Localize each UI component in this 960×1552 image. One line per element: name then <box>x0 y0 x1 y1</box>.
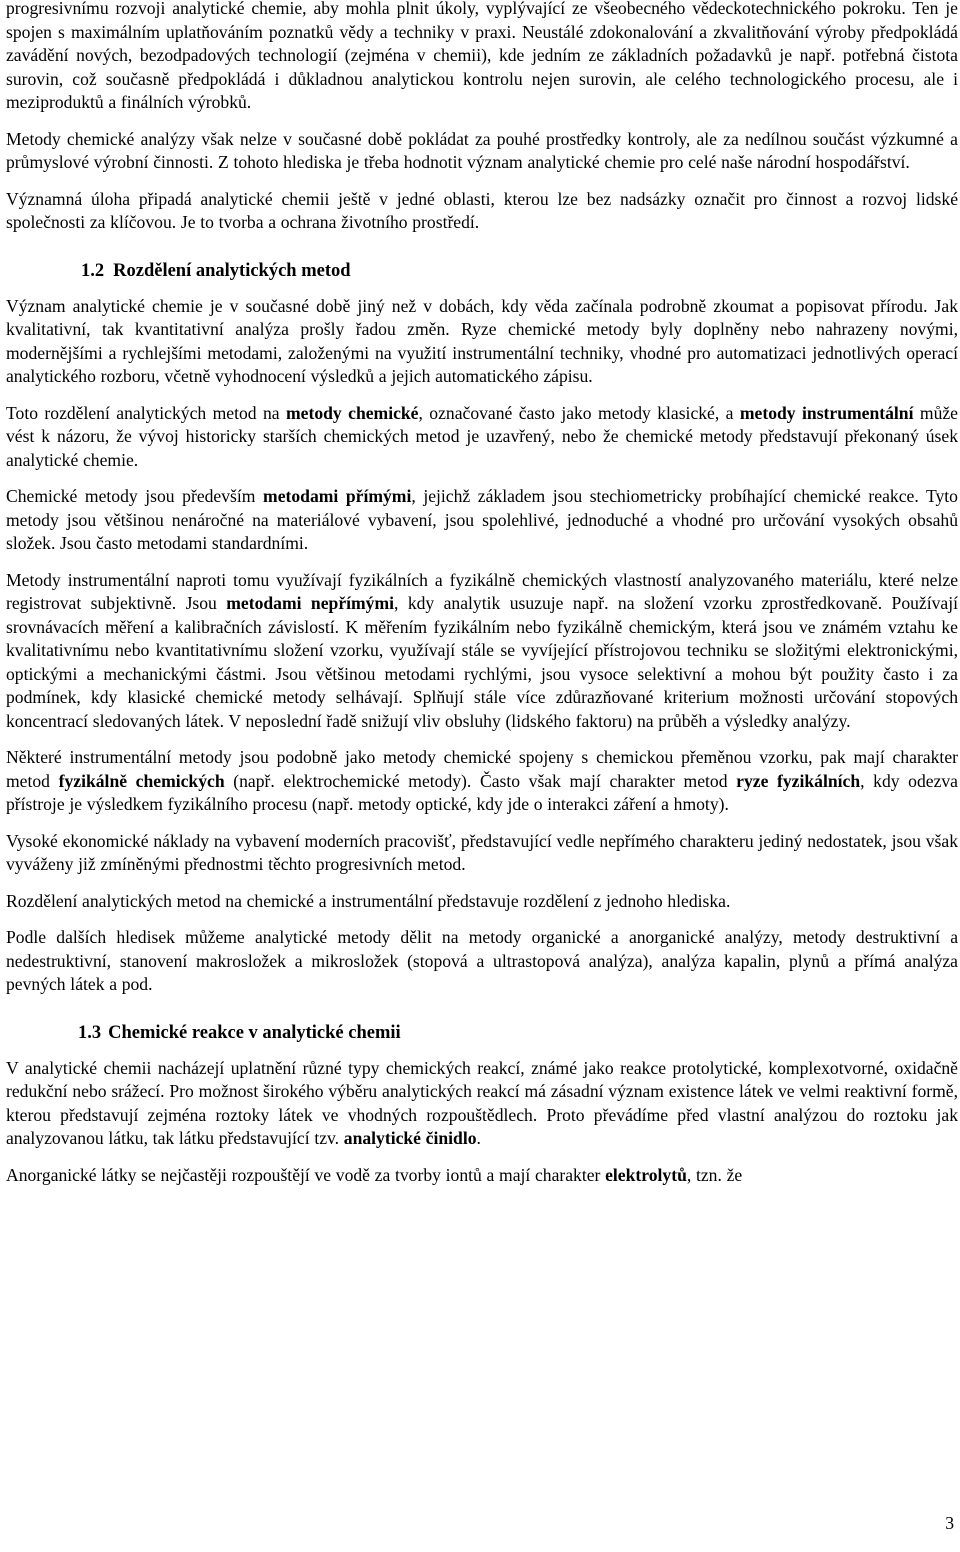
text-run: , jejichž základem jsou stechiometricky probíhající chemické reakce. Tyto metody jsou většinou nenáročné na materiálové vybavení, jsou spolehlivé, jednoduché a vhodné pro určování vysokých obsahů složek. Jsou často metodami standardními. <box>6 486 958 553</box>
text-run: (např. elektrochemické metody). Často však mají charakter metod <box>224 770 737 791</box>
paragraph <box>6 746 958 817</box>
text-run: , kdy odezva přístroje je výsledkem fyzikálního procesu (např. metody optické, kdy jde o interakci záření a hmoty). <box>6 770 958 814</box>
text-run: Anorganické látky se nejčastěji rozpouštějí ve vodě za tvorby iontů a mají charakter <box>6 1164 606 1185</box>
text-run: Chemické metody jsou především <box>6 486 264 506</box>
paragraph <box>6 569 958 734</box>
section-number: 1.2 <box>81 260 105 281</box>
text-run: , tzn. že <box>686 1164 743 1185</box>
paragraph <box>6 1057 958 1151</box>
bold-term: metodami nepřímými <box>226 593 395 613</box>
text-run: , kdy analytik usuzuje např. na složení vzorku zprostředkovaně. Používají srovnávacích měření a kalibračních závislostí. K měřením fyzikálním nebo fyzikálně chemickým, která jsou ve známém vztahu ke kvalitativnímu nebo kvantitativnímu složení vzorku, využívají stále se vyvíjející přístrojovou techniku se složitými elektronickými, optickými a mechanickými částmi. Jsou většinou metodami rychlými, jsou vysoce selektivní a mohou být použity často i za podmínek, kdy klasické chemické metody selhávají. Splňují stále více zdůrazňované kriterium možnosti určování stopových koncentrací sledovaných látek. V neposlední řadě snižují vliv obsluhy (lidského faktoru) na průběh a výsledky analýzy. <box>6 593 958 731</box>
paragraph <box>6 485 958 556</box>
paragraph: Význam analytické chemie je v současné době jiný než v dobách, kdy věda začínala podrobně zkoumat a popisovat přírodu. Jak kvalitativní, tak kvantitativní analýza prošly řadou změn. Ryze chemické metody byly doplněny nebo nahrazeny novými, modernějšími a rychlejšími metodami, založenými na využití instrumentální techniky, vhodné pro automatizaci jednotlivých operací analytického rozboru, včetně vyhodnocení výsledků a jejich automatického zápisu. <box>6 295 958 386</box>
paragraph: Významná úloha připadá analytické chemii ještě v jedné oblasti, kterou lze bez nadsázky označit pro činnost a rozvoj lidské společnosti za klíčovou. Je to tvorba a ochrana životního prostředí. <box>6 188 958 232</box>
bold-term: metody instrumentální <box>739 402 914 423</box>
bold-term: elektrolytů <box>605 1164 687 1185</box>
text-run: může vést k názoru, že vývoj historicky starších chemických metod je uzavřený, nebo že chemické metody představují překonaný úsek analytické chemie. <box>6 402 958 470</box>
paragraph: Rozdělení analytických metod na chemické a instrumentální představuje rozdělení z jednoho hlediska. <box>6 890 731 911</box>
section-number: 1.3 <box>78 1022 102 1043</box>
bold-term: metody chemické <box>286 402 419 423</box>
paragraph: Metody chemické analýzy však nelze v současné době pokládat za pouhé prostředky kontroly, ale za nedílnou součást výzkumné a průmyslové výrobní činnosti. Z tohoto hlediska je třeba hodnotit význam analytické chemie pro celé naše národní hospodářství. <box>6 128 958 172</box>
text-run: V analytické chemii nacházejí uplatnění různé typy chemických reakcí, známé jako reakce protolytické, komplexotvorné, oxidačně redukční nebo srážecí. Pro možnost širokého výběru analytických reakcí má zásadní význam existence látek ve velmi reaktivní formě, kterou představují zejména roztoky látek ve vhodných rozpouštědlech. Proto převádíme před vlastní analýzou do roztoku jak analyzovanou látku, tak látku představující tzv. <box>6 1057 958 1148</box>
section-title: Rozdělení analytických metod <box>113 260 351 281</box>
paragraph: Vysoké ekonomické náklady na vybavení moderních pracovišť, představující vedle nepřímého charakteru jediný nedostatek, jsou však vyváženy již zmíněnými přednostmi těchto progresivních metod. <box>6 830 958 874</box>
paragraph: Podle dalších hledisek můžeme analytické metody dělit na metody organické a anorganické analýzy, metody destruktivní a nedestruktivní, stanovení makrosložek a mikrosložek (stopová a ultrastopová analýza), analýza kapalin, plynů a přímá analýza pevných látek a pod. <box>6 927 958 994</box>
paragraph <box>6 402 958 473</box>
text-run: Metody instrumentální naproti tomu využívají fyzikálních a fyzikálně chemických vlastností analyzovaného materiálu, které nelze registrovat subjektivně. Jsou <box>6 569 958 613</box>
bold-term: ryze fyzikálních <box>736 770 861 791</box>
paragraph <box>6 1164 958 1188</box>
bold-term: metodami přímými <box>263 486 412 506</box>
document-page <box>6 0 958 1200</box>
text-run: , označované často jako metody klasické, a <box>418 402 740 423</box>
bold-term: analytické činidlo <box>343 1128 477 1148</box>
bold-term: fyzikálně chemických <box>58 770 225 791</box>
text-run: Toto rozdělení analytických metod na <box>6 402 287 423</box>
paragraph: progresivnímu rozvoji analytické chemie, aby mohla plnit úkoly, vyplývající ze všeobecného vědeckotechnického pokroku. Ten je spojen s maximálním uplatňováním poznatků vědy a techniky v praxi. Neustálé zdokonalování a zkvalitňování výroby předpokládá zavádění nových, bezodpadových technologií (zejména v chemii), kde jedním ze základních požadavků je např. potřebná čistota surovin, což současně předpokládá i důkladnou analytickou kontrolu nejen surovin, ale celého technologického procesu, ale i meziproduktů a finálních výrobků. <box>6 0 958 112</box>
text-run: Některé instrumentální metody jsou podobně jako metody chemické spojeny s chemickou přeměnou vzorku, pak mají charakter metod <box>6 747 958 791</box>
page-number: 3 <box>945 1513 954 1533</box>
section-heading-1-3 <box>6 1021 958 1045</box>
section-heading-1-2 <box>6 259 958 283</box>
section-title: Chemické reakce v analytické chemii <box>108 1022 401 1043</box>
text-run: . <box>476 1128 481 1148</box>
